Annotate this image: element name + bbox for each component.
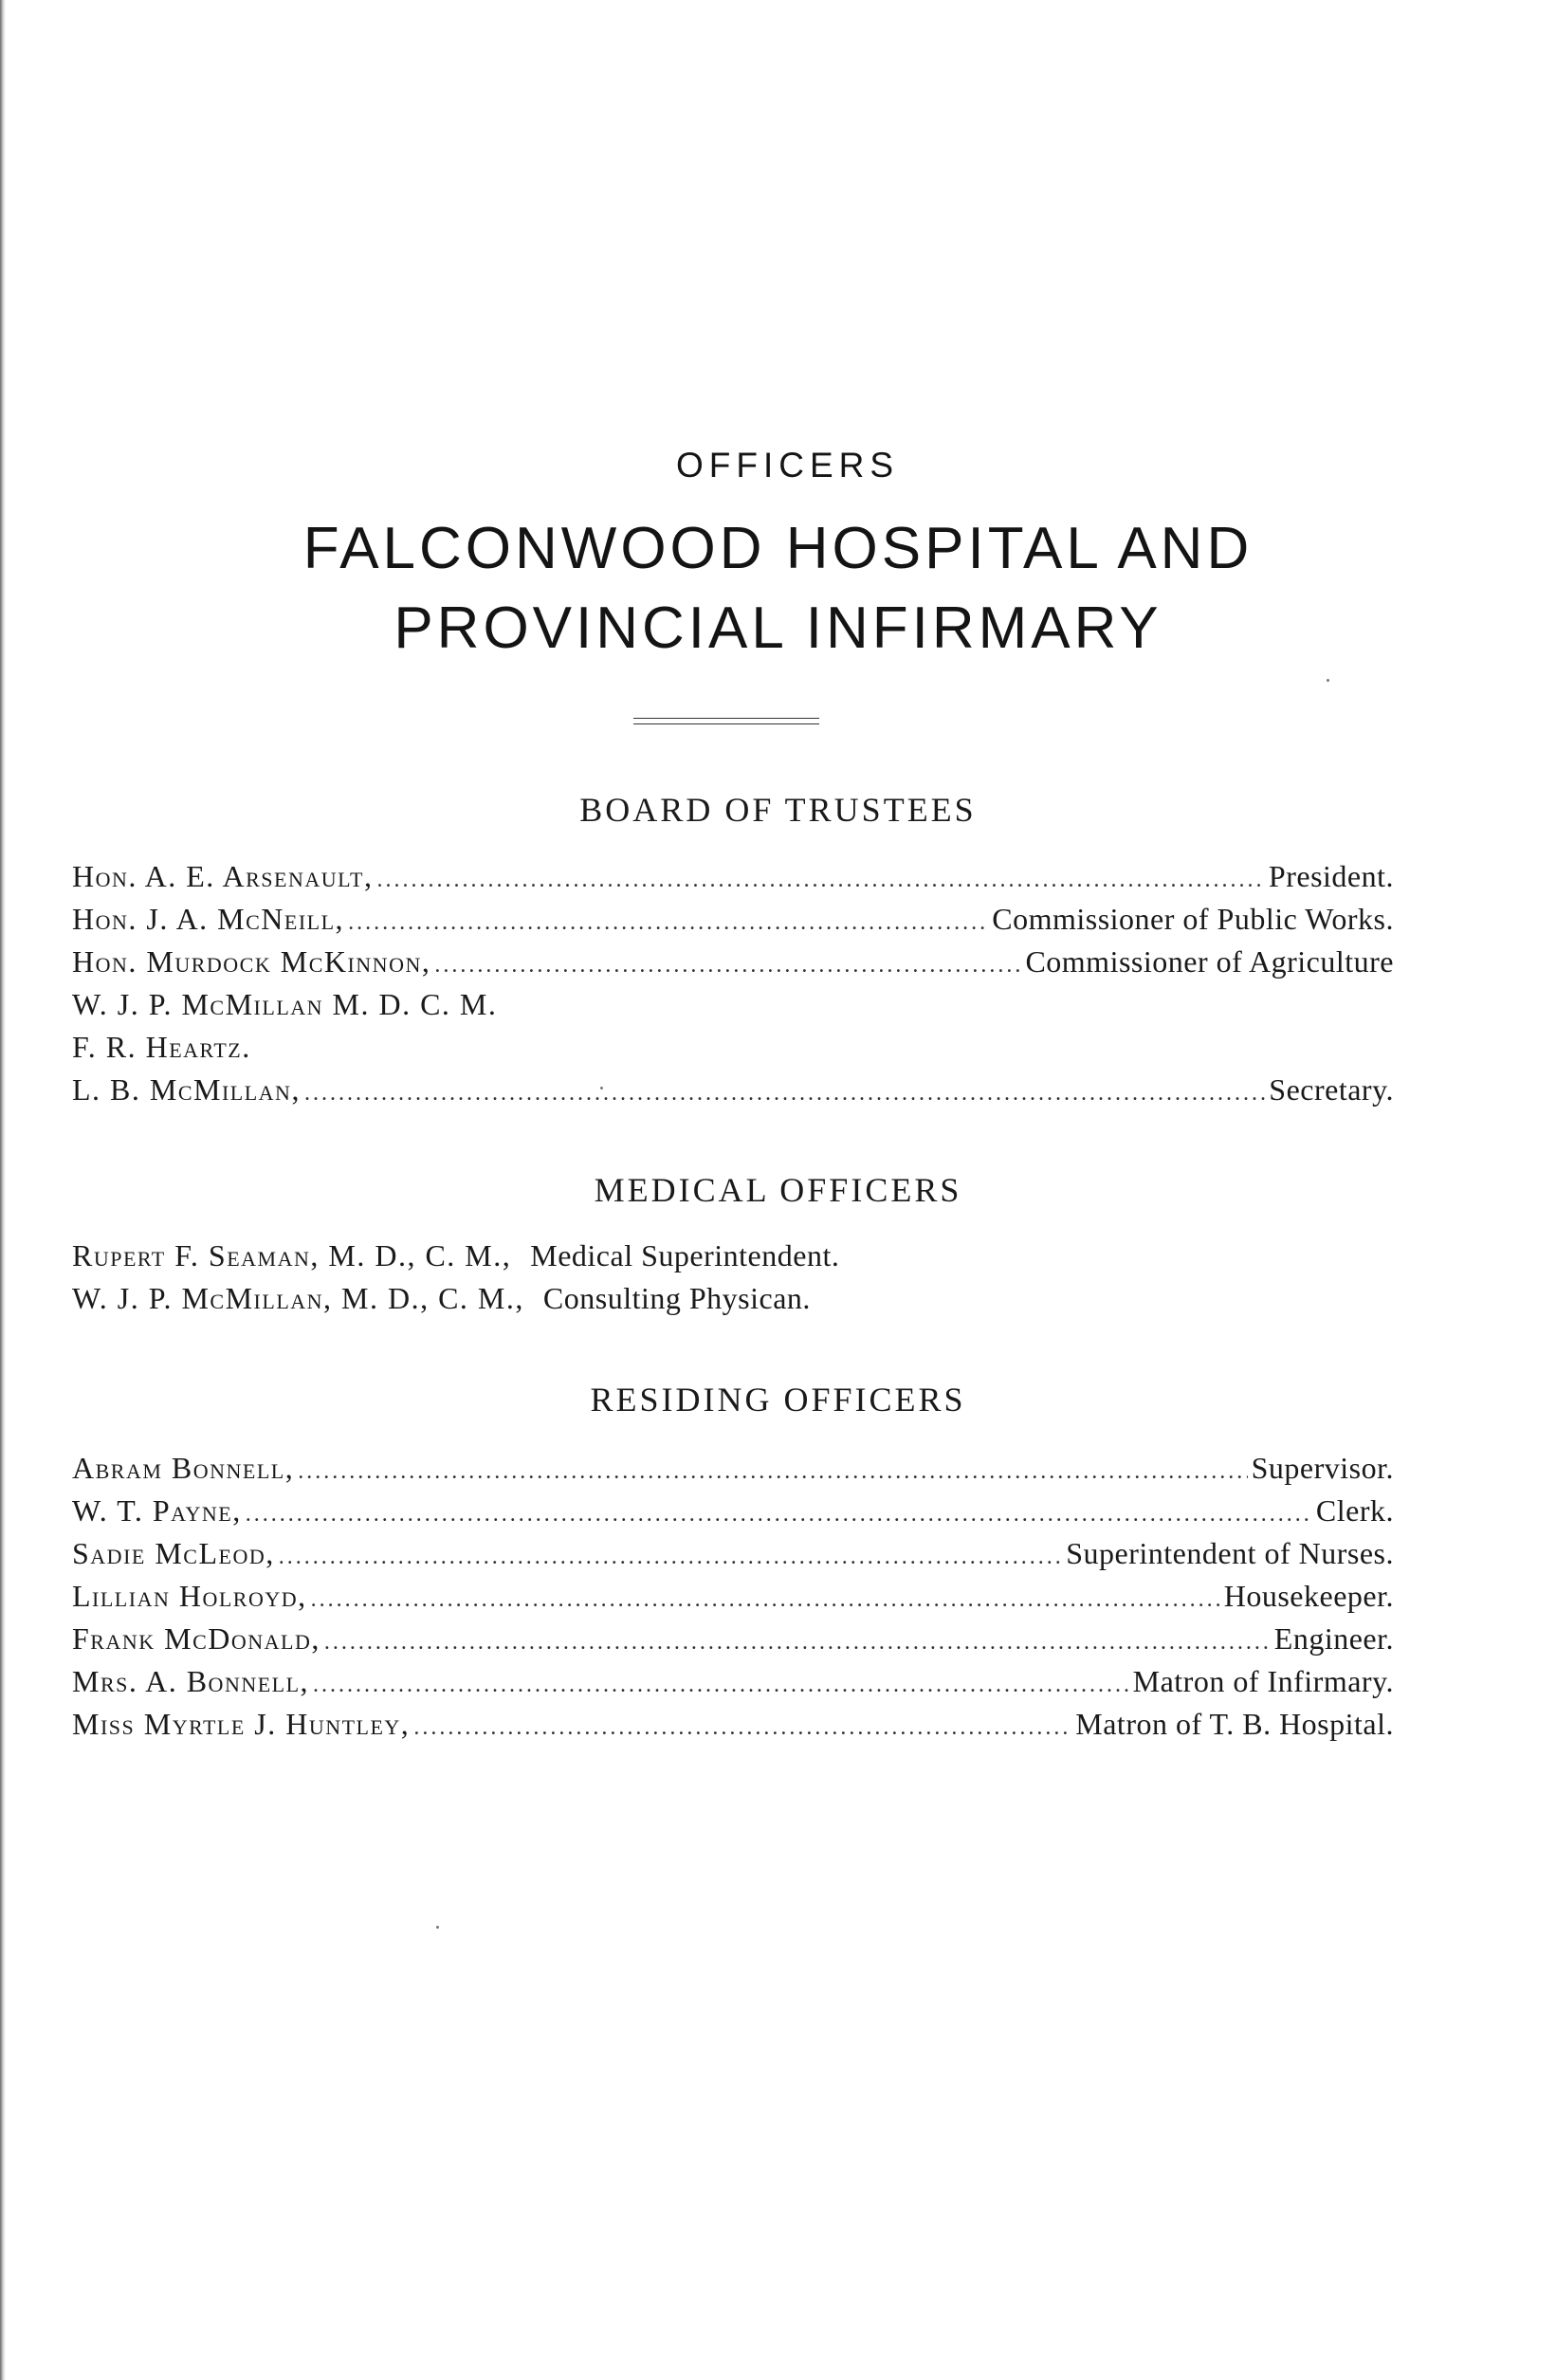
trustee-name: W. J. P. McMillan M. D. C. M. [72,987,498,1021]
trustee-title: Secretary. [1269,1072,1394,1107]
board-of-trustees-heading: BOARD OF TRUSTEES [579,791,977,829]
trustee-row [72,1030,1394,1070]
trustee-row [72,1072,1394,1112]
residing-officer-name: Frank McDonald, [72,1621,320,1656]
medical-officer-title: Medical Superintendent. [530,1238,840,1272]
double-rule-divider [633,718,819,724]
residing-officer-row [72,1493,1394,1533]
trustee-row [72,859,1394,899]
residing-officer-title: Engineer. [1273,1621,1394,1656]
residing-officer-name: Lillian Holroyd, [72,1579,307,1613]
residing-officer-row [72,1451,1394,1491]
residing-officer-title: Matron of T. B. Hospital. [1075,1707,1394,1741]
medical-officer-name: Rupert F. Seaman, M. D., C. M., [72,1238,512,1272]
trustee-row [72,902,1394,942]
medical-officer-name: W. J. P. McMillan, M. D., C. M., [72,1281,524,1315]
trustee-name: Hon. A. E. Arsenault, [72,859,374,893]
residing-officers-heading: RESIDING OFFICERS [590,1381,966,1419]
officers-heading: OFFICERS [675,446,900,485]
dot-leader [246,1502,1312,1528]
residing-officer-row [72,1621,1394,1661]
trustee-name: Hon. Murdock McKinnon, [72,944,431,979]
trustee-title: Commissioner of Public Works. [992,902,1394,936]
institution-title-line1: FALCONWOOD HOSPITAL AND [302,516,1254,581]
dot-leader [298,1459,1247,1485]
dot-leader [434,953,1021,979]
dot-leader [304,1081,1265,1107]
trustee-row [72,987,1394,1027]
residing-officer-name: W. T. Payne, [72,1493,242,1528]
medical-officers-heading: MEDICAL OFFICERS [594,1171,962,1209]
medical-officer-title: Consulting Physican. [542,1281,811,1315]
residing-officer-name: Abram Bonnell, [72,1451,295,1485]
trustee-name: Hon. J. A. McNeill, [72,902,345,936]
residing-officer-row [72,1579,1394,1619]
dot-leader [324,1630,1271,1656]
residing-officer-name: Miss Myrtle J. Huntley, [72,1707,411,1741]
trustee-title: President. [1268,859,1394,893]
residing-officer-row [72,1536,1394,1576]
trustee-name: F. R. Heartz. [72,1030,251,1064]
residing-officer-title: Clerk. [1315,1493,1394,1528]
trustee-name: L. B. McMillan, [72,1072,301,1107]
medical-officer-row [72,1281,1394,1321]
dot-leader [279,1545,1063,1570]
residing-officer-row [72,1707,1394,1747]
institution-title-line2: PROVINCIAL INFIRMARY [394,595,1162,661]
residing-officer-title: Matron of Infirmary. [1132,1664,1394,1698]
residing-officer-row [72,1664,1394,1704]
residing-officer-title: Supervisor. [1251,1451,1394,1485]
dot-leader [313,1673,1129,1698]
medical-officer-row [72,1238,1394,1278]
dot-leader [311,1587,1220,1613]
dot-leader [377,868,1265,893]
dot-leader [413,1715,1071,1741]
residing-officer-name: Sadie McLeod, [72,1536,275,1570]
trustee-title: Commissioner of Agriculture [1025,944,1394,979]
residing-officer-title: Housekeeper. [1223,1579,1394,1613]
dot-leader [348,910,988,936]
print-speck [436,1926,439,1929]
print-speck [1327,679,1329,682]
trustee-row [72,944,1394,984]
residing-officer-name: Mrs. A. Bonnell, [72,1664,310,1698]
residing-officer-title: Superintendent of Nurses. [1066,1536,1394,1570]
